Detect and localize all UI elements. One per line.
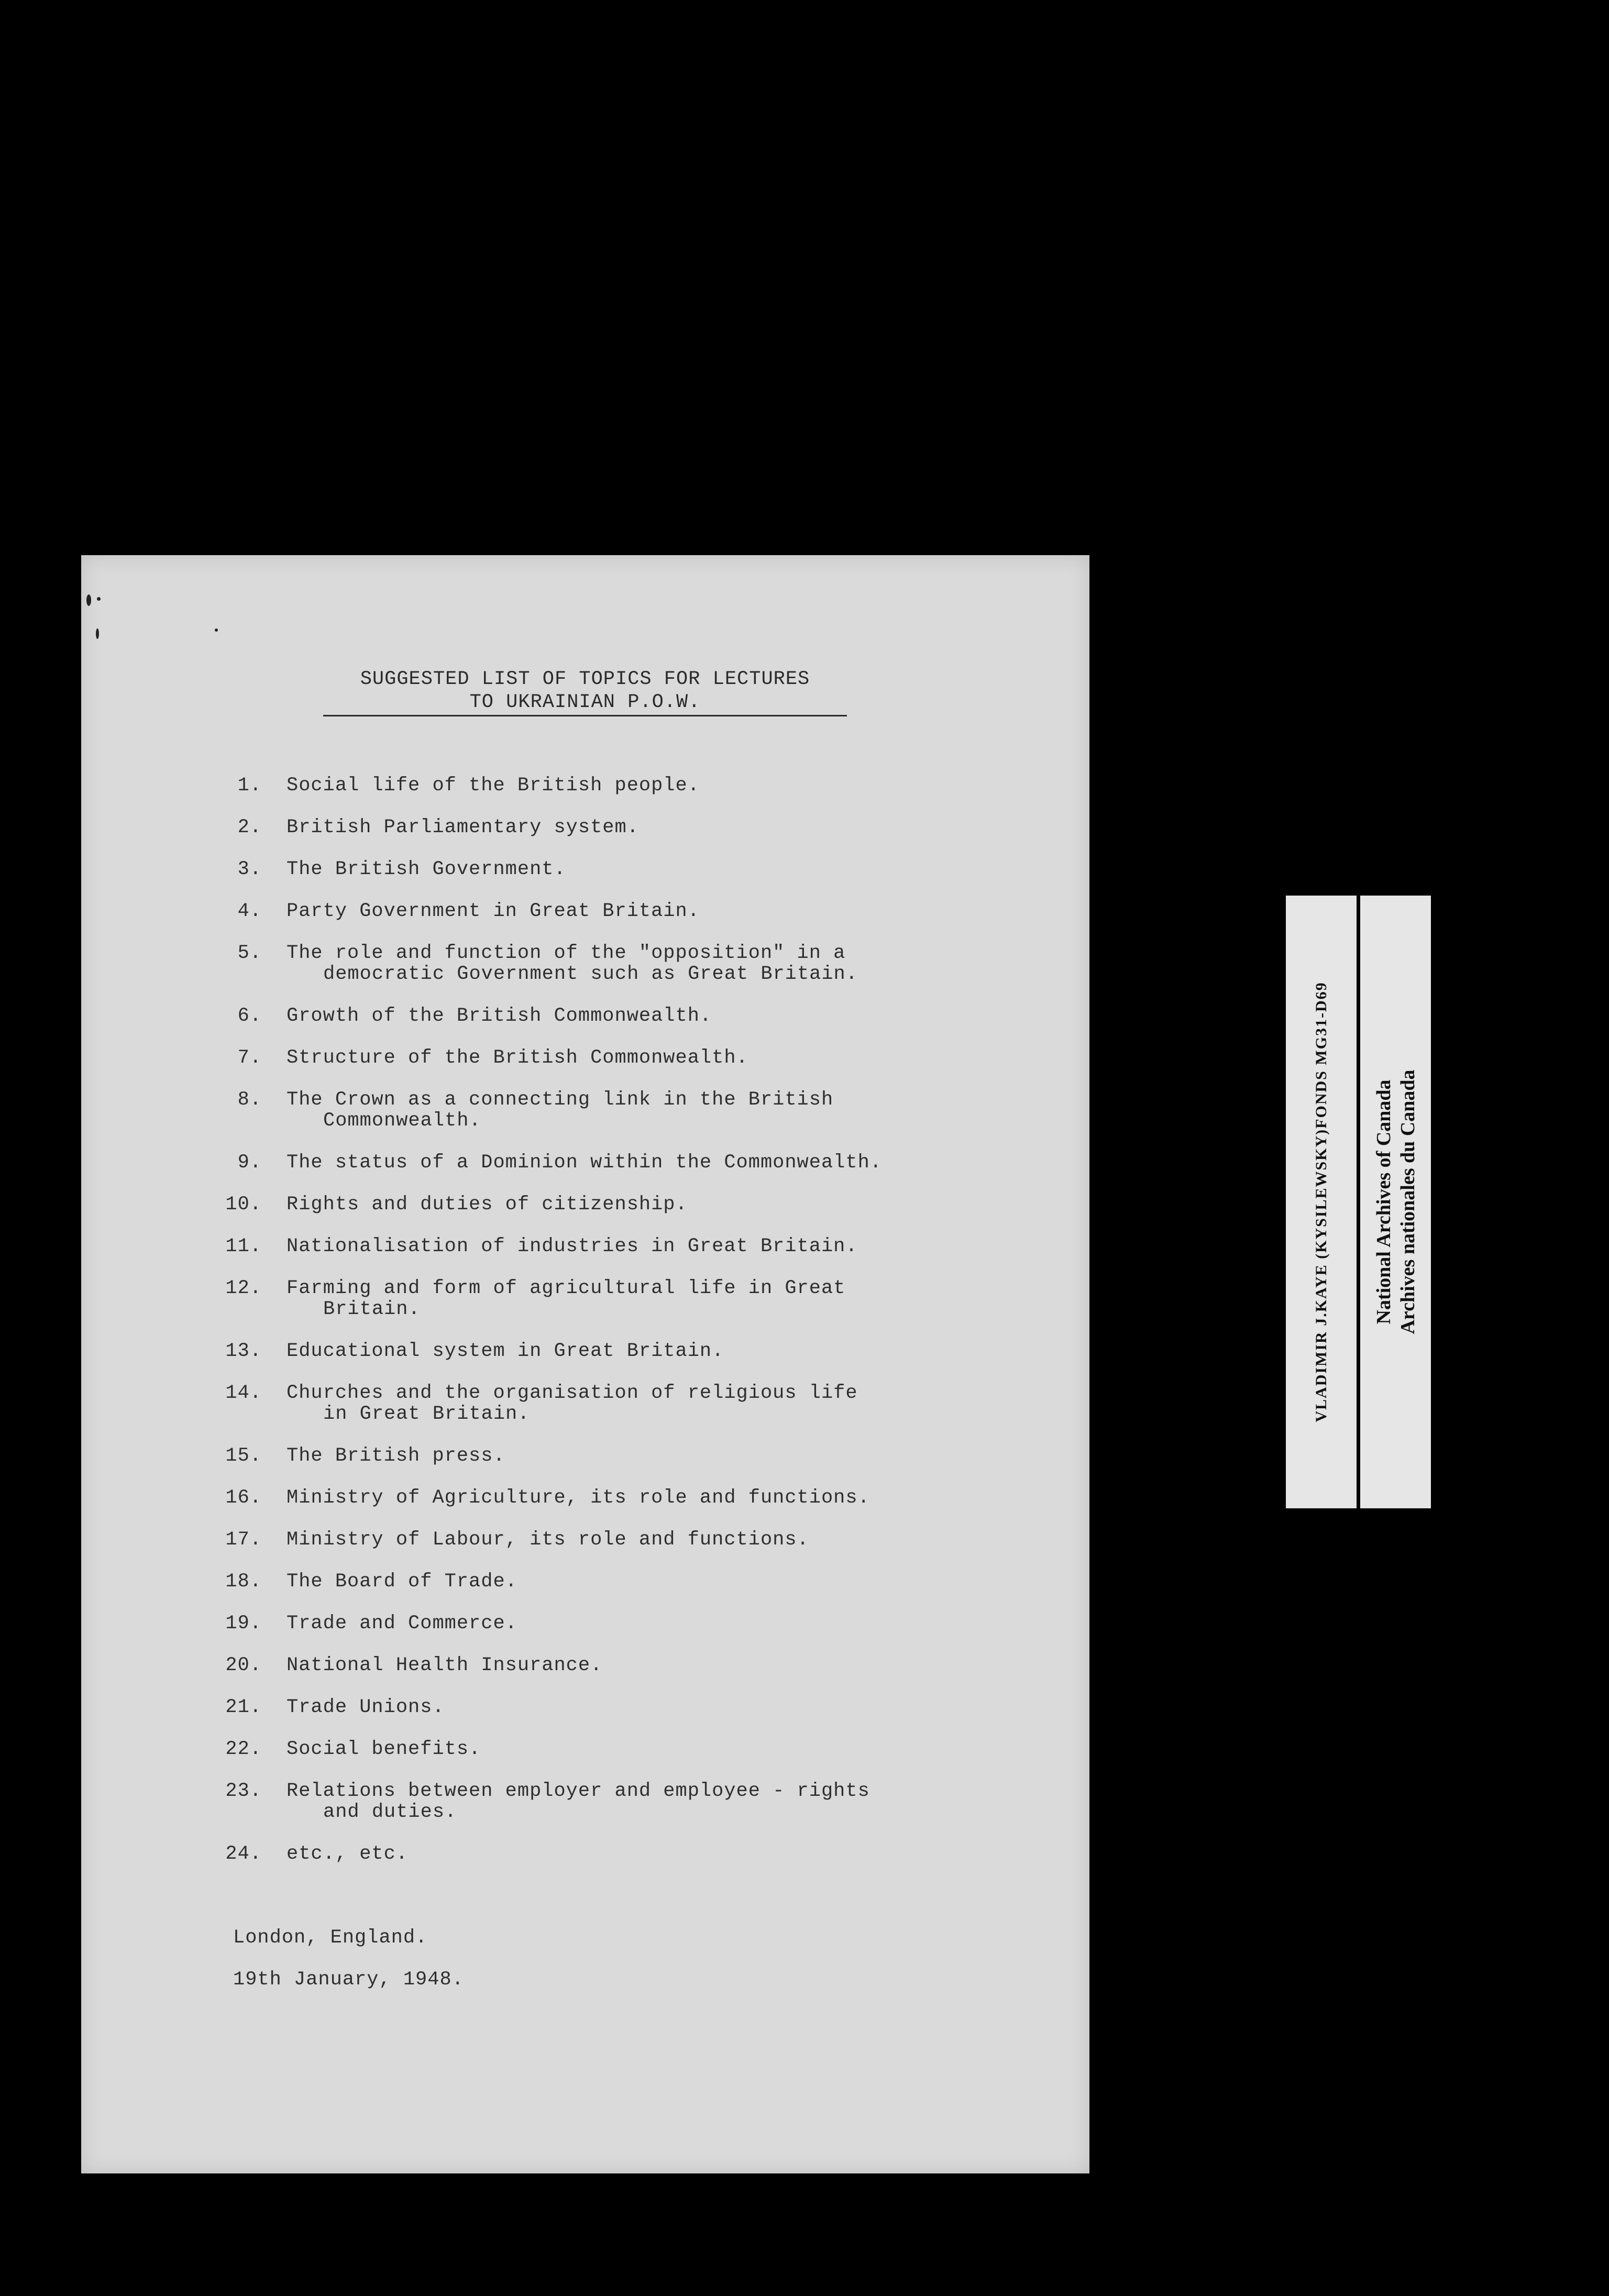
- topic-text-line: Social benefits.: [286, 1738, 481, 1760]
- topic-text: [286, 817, 983, 838]
- topic-text: [286, 1844, 983, 1864]
- topic-text-line: Ministry of Labour, its role and functions.: [286, 1529, 809, 1551]
- place-line: London, England.: [233, 1927, 428, 1949]
- topic-number: 12.: [225, 1277, 262, 1299]
- topic-number: 19.: [225, 1613, 262, 1635]
- topic-text-line: Rights and duties of citizenship.: [286, 1194, 688, 1216]
- topic-text: [286, 1194, 983, 1215]
- topic-text: [286, 1781, 983, 1823]
- topic-number: 20.: [225, 1654, 262, 1676]
- topic-text-line: Churches and the organisation of religious life: [286, 1382, 858, 1404]
- topic-text-line: The British press.: [286, 1445, 505, 1467]
- topic-text: [286, 1529, 983, 1550]
- topic-text-line: Party Government in Great Britain.: [286, 900, 700, 922]
- archive-name-en: National Archives of Canada: [1372, 1079, 1395, 1324]
- topic-number: 18.: [225, 1571, 262, 1593]
- topic-text-continuation: democratic Government such as Great Britain.: [323, 963, 858, 985]
- paper-speck: [215, 628, 218, 632]
- topic-text: [286, 1152, 983, 1173]
- topic-text-continuation: Commonwealth.: [323, 1110, 481, 1132]
- topic-text-line: etc., etc.: [286, 1843, 409, 1865]
- topic-number: 21.: [225, 1696, 262, 1718]
- topic-number: 5.: [237, 942, 262, 964]
- topic-number: 2.: [237, 816, 262, 838]
- topic-text: [286, 1278, 983, 1320]
- topic-text: [286, 859, 983, 880]
- topic-text: [286, 1047, 983, 1068]
- topic-number: 16.: [225, 1487, 262, 1509]
- topic-text-line: The Crown as a connecting link in the British: [286, 1089, 834, 1111]
- topic-text: [286, 1613, 983, 1634]
- topic-text: [286, 1487, 983, 1508]
- topic-number: 13.: [225, 1340, 262, 1362]
- paper-speck: [86, 594, 91, 606]
- topic-number: 3.: [237, 858, 262, 880]
- topic-text: [286, 775, 983, 796]
- topic-number: 6.: [237, 1005, 262, 1027]
- date-line: 19th January, 1948.: [233, 1969, 464, 1991]
- topic-text-line: Farming and form of agricultural life in Great: [286, 1277, 846, 1299]
- topic-text-line: The role and function of the "opposition" in a: [286, 942, 846, 964]
- topic-text-continuation: in Great Britain.: [323, 1403, 530, 1425]
- topic-text: [286, 1089, 983, 1131]
- topic-text: [286, 1383, 983, 1425]
- topic-text: [286, 1655, 983, 1676]
- topic-text: [286, 1739, 983, 1760]
- topic-number: 7.: [237, 1047, 262, 1069]
- topic-number: 9.: [237, 1152, 262, 1174]
- topic-number: 23.: [225, 1780, 262, 1802]
- archive-name-fr: Archives nationales du Canada: [1396, 1069, 1419, 1334]
- topic-text-line: The British Government.: [286, 858, 566, 880]
- topic-text-line: National Health Insurance.: [286, 1654, 603, 1676]
- paper-speck: [97, 597, 101, 601]
- topic-text-line: Ministry of Agriculture, its role and functions.: [286, 1487, 870, 1509]
- topic-text-line: British Parliamentary system.: [286, 816, 639, 838]
- topic-text: [286, 1571, 983, 1592]
- topic-number: 14.: [225, 1382, 262, 1404]
- title-line-2: TO UKRAINIAN P.O.W.: [323, 691, 847, 716]
- topic-number: 1.: [237, 775, 262, 797]
- topic-text: [286, 943, 983, 985]
- topic-text: [286, 1341, 983, 1362]
- topic-text-line: The status of a Dominion within the Commonwealth.: [286, 1152, 882, 1174]
- topic-number: 15.: [225, 1445, 262, 1467]
- topic-text-continuation: Britain.: [323, 1298, 421, 1320]
- document-page: [81, 555, 1089, 2173]
- document-title: [323, 668, 847, 716]
- topic-text: [286, 901, 983, 922]
- archive-label-text: [1372, 1069, 1420, 1334]
- topic-text-line: Nationalisation of industries in Great Britain.: [286, 1235, 858, 1257]
- archive-label: [1360, 896, 1431, 1508]
- topic-number: 24.: [225, 1843, 262, 1865]
- title-line-1: SUGGESTED LIST OF TOPICS FOR LECTURES: [360, 668, 810, 690]
- paper-speck: [96, 628, 99, 639]
- topic-number: 8.: [237, 1089, 262, 1111]
- topic-text-continuation: and duties.: [323, 1801, 457, 1823]
- topic-text: [286, 1236, 983, 1257]
- topic-text: [286, 1445, 983, 1466]
- topic-text-line: Social life of the British people.: [286, 775, 700, 797]
- fonds-label: [1286, 896, 1357, 1508]
- topic-text-line: The Board of Trade.: [286, 1571, 517, 1593]
- topic-number: 17.: [225, 1529, 262, 1551]
- fonds-label-text: VLADIMIR J.KAYE (KYSILEWSKY)FONDS MG31-D69: [1312, 981, 1330, 1422]
- topic-text-line: Trade Unions.: [286, 1696, 445, 1718]
- topic-text: [286, 1697, 983, 1718]
- topic-number: 22.: [225, 1738, 262, 1760]
- topic-number: 10.: [225, 1194, 262, 1216]
- topic-text: [286, 1006, 983, 1026]
- topic-number: 11.: [225, 1235, 262, 1257]
- topic-text-line: Relations between employer and employee - rights: [286, 1780, 870, 1802]
- topic-text-line: Structure of the British Commonwealth.: [286, 1047, 748, 1069]
- topic-text-line: Educational system in Great Britain.: [286, 1340, 724, 1362]
- topic-text-line: Growth of the British Commonwealth.: [286, 1005, 712, 1027]
- topic-text-line: Trade and Commerce.: [286, 1613, 517, 1635]
- topic-number: 4.: [237, 900, 262, 922]
